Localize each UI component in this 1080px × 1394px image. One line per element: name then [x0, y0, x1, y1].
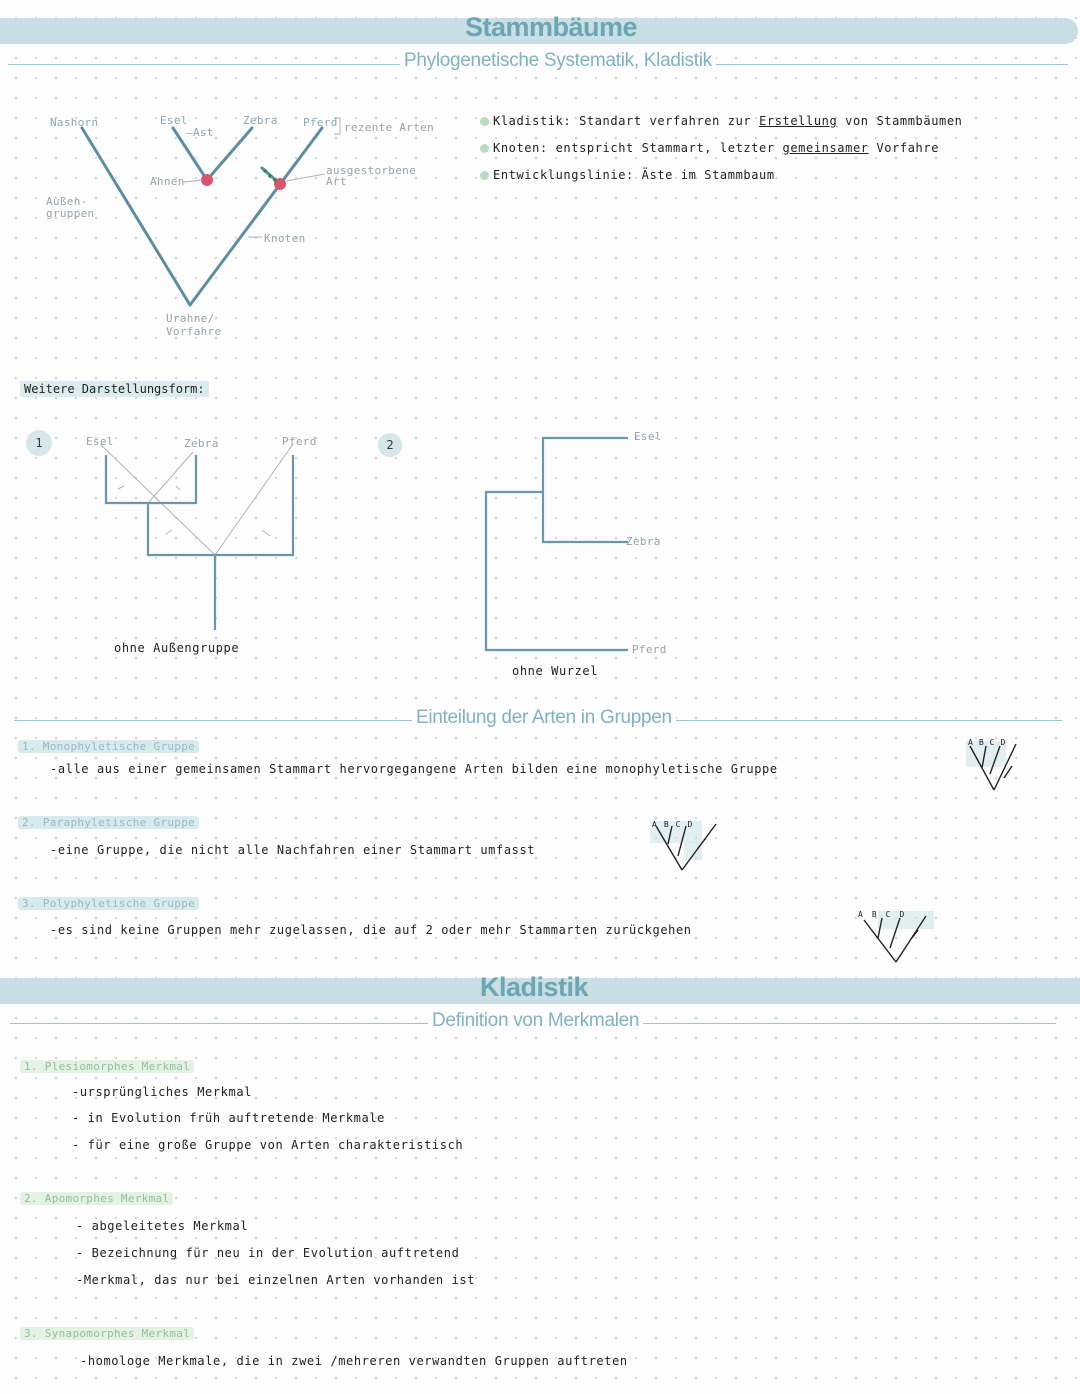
definition-knoten: Knoten: entspricht Stammart, letzter gemeinsamer Vorfahre [480, 141, 939, 155]
mini-tree-polyphyletic-letters: ABCD [858, 910, 914, 919]
merkmal-label-synapomorph: 3. Synapomorphes Merkmal [20, 1327, 194, 1340]
kladistik-title: Kladistik [480, 972, 589, 1002]
unrooted-tree-figure [0, 420, 400, 660]
merkmal-item: -Merkmal, das nur bei einzelnen Arten vorhanden ist [76, 1273, 476, 1287]
merkmal-label-plesiomorph: 1. Plesiomorphes Merkmal [20, 1060, 194, 1073]
page-title: Stammbäume [465, 12, 638, 42]
page-subtitle: Phylogenetische Systematik, Kladistik [400, 50, 716, 72]
group-text-polyphyletisch: -es sind keine Gruppen mehr zugelassen, die auf 2 oder mehr Stammarten zurückgehen [50, 923, 692, 937]
fig2-pferd: Pferd [632, 643, 667, 656]
label-ahnen: Ahnen [150, 175, 185, 188]
mini-tree-paraphyletic-letters: ABCD [652, 820, 700, 829]
group-text-monophyletisch: -alle aus einer gemeinsamen Stammart hervorgegangene Arten bilden eine monophyletische Gruppe [50, 762, 778, 776]
label-aussengruppen: Außen-gruppen [46, 195, 95, 220]
bullet [480, 117, 489, 126]
fig2-zebra: Zebra [626, 535, 661, 548]
fig2-caption: ohne Wurzel [512, 664, 599, 678]
group-label-paraphyletisch: 2. Paraphyletische Gruppe [18, 816, 199, 829]
fig1-caption: ohne Außengruppe [114, 641, 240, 655]
group-text-paraphyletisch: -eine Gruppe, die nicht alle Nachfahren einer Stammart umfasst [50, 843, 536, 857]
einteilung-title: Einteilung der Arten in Gruppen [412, 707, 676, 729]
label-ausgestorbene-art: ausgestorbene Art [326, 164, 416, 188]
merkmal-item: -ursprüngliches Merkmal [72, 1085, 252, 1099]
merkmal-item: - Bezeichnung für neu in der Evolution auftretend [76, 1246, 460, 1260]
section-label-weitere: Weitere Darstellungsform: [20, 381, 209, 397]
extinct-dots [263, 169, 277, 182]
group-label-monophyletisch: 1. Monophyletische Gruppe [18, 740, 199, 753]
merkmal-item: - in Evolution früh auftretende Merkmale [72, 1111, 385, 1125]
fig1-esel: Esel [86, 435, 114, 448]
label-urahne: Urahne/ Vorfahre [166, 312, 222, 338]
fig2-esel: Esel [634, 430, 662, 443]
merkmal-item: - für eine große Gruppe von Arten charakteristisch [72, 1138, 464, 1152]
fig1-pferd: Pferd [282, 435, 317, 448]
label-esel: Esel [160, 114, 188, 127]
bullet [480, 144, 489, 153]
merkmal-item: -homologe Merkmale, die in zwei /mehreren verwandten Gruppen auftreten [80, 1354, 628, 1368]
fig1-zebra: Zebra [184, 437, 219, 450]
mini-tree-monophyletic-letters: ABCD [968, 738, 1012, 747]
label-knoten: Knoten [264, 232, 306, 245]
figure-badge-2: 2 [378, 433, 402, 457]
group-label-polyphyletisch: 3. Polyphyletische Gruppe [18, 897, 199, 910]
merkmal-label-apomorph: 2. Apomorphes Merkmal [20, 1192, 173, 1205]
label-nashorn: Nashorn [50, 116, 99, 129]
label-rezente-arten: rezente Arten [344, 121, 434, 134]
figure-badge-1: 1 [26, 430, 52, 456]
merkmal-item: - abgeleitetes Merkmal [76, 1219, 249, 1233]
tree-branches [82, 128, 322, 305]
definition-kladistik: Kladistik: Standart verfahren zur Erstellung von Stammbäumen [480, 114, 963, 128]
ancestor-node [201, 174, 213, 186]
kladistik-subtitle: Definition von Merkmalen [428, 1010, 643, 1032]
bullet [480, 171, 489, 180]
label-pferd: Pferd [303, 116, 338, 129]
mini-tree-monophyletic [964, 738, 1044, 798]
box-branches [106, 455, 293, 630]
label-zebra: Zebra [243, 114, 278, 127]
definition-entwicklungslinie: Entwicklungslinie: Äste im Stammbaum [480, 168, 775, 182]
ast-text: Ast [192, 126, 214, 139]
label-ast: —Ast [186, 126, 214, 139]
